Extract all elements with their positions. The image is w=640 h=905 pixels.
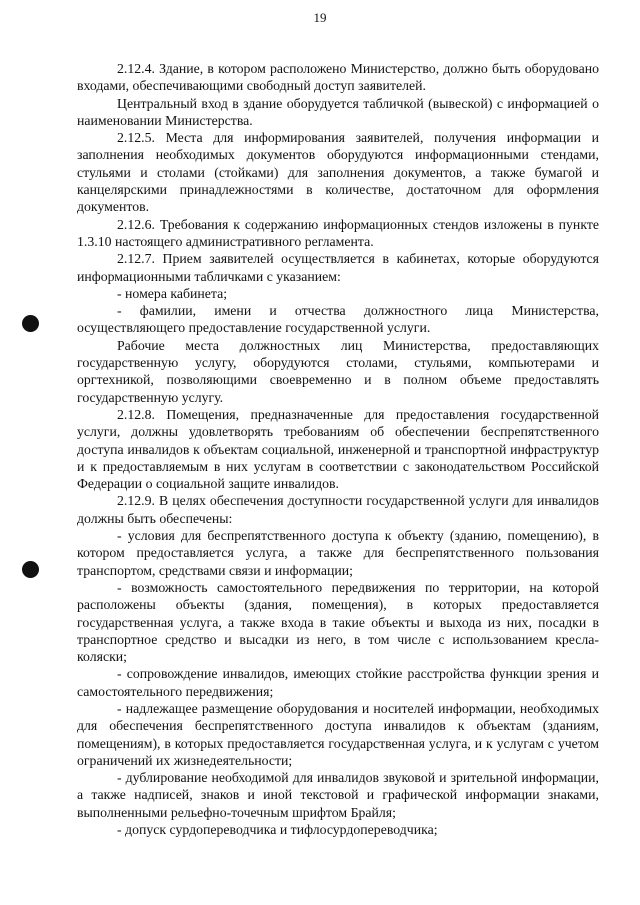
punch-hole-mark (22, 315, 39, 332)
list-item-equipment-placement: - надлежащее размещение оборудования и носителей информации, необходимых для обеспечения беспрепятственного доступа инвалидов к объектам (зданиям, помещениям), в которых предоставляется государственная услуга, и к услугам с учетом ограничений их жизнедеятельности; (77, 700, 599, 768)
paragraph-2-12-6: 2.12.6. Требования к содержанию информационных стендов изложены в пункте 1.3.10 настоящего административного регламента. (77, 216, 599, 249)
paragraph-2-12-7: 2.12.7. Прием заявителей осуществляется в кабинетах, которые оборудуются информационными табличками с указанием: (77, 251, 599, 284)
list-item-access-conditions: - условия для беспрепятственного доступа к объекту (зданию, помещению), в котором предоставляется услуга, а также для беспрепятственного пользования транспортом, средствами связи и информации; (77, 528, 599, 578)
list-item-independent-movement: - возможность самостоятельного передвижения по территории, на которой расположены объекты (здания, помещения), в которых предоставляется государственная услуга, а также входа в такие объекты и выхода из них, посадки в транспортное средство и высадки из него, в том числе с использованием кресла-коляски; (77, 579, 599, 665)
document-body (77, 60, 599, 838)
paragraph-2-12-8: 2.12.8. Помещения, предназначенные для предоставления государственной услуги, должны удовлетворять требованиям об обеспечении беспрепятственного доступа инвалидов к объектам социальной, инженерной и транспортной инфраструктур и к предоставляемым в них услугам в соответствии с законодательством Российской Федерации о социальной защите инвалидов. (77, 406, 599, 492)
page-number: 19 (313, 10, 327, 25)
list-item-interpreter-access: - допуск сурдопереводчика и тифлосурдопереводчика; (117, 822, 438, 838)
list-item-duplication-braille: - дублирование необходимой для инвалидов звуковой и зрительной информации, а также надписей, знаков и иной текстовой и графической информации знаками, выполненными рельефно-точечным шрифтом Брайля; (77, 770, 599, 820)
list-item-official-name: - фамилии, имени и отчества должностного лица Министерства, осуществляющего предоставление государственной услуги. (77, 303, 599, 336)
punch-hole-mark (22, 561, 39, 578)
paragraph-2-12-9: 2.12.9. В целях обеспечения доступности государственной услуги для инвалидов должны быть обеспечены: (77, 493, 599, 526)
list-item-escort: - сопровождение инвалидов, имеющих стойкие расстройства функции зрения и самостоятельного передвижения; (77, 666, 599, 699)
paragraph-workplaces: Рабочие места должностных лиц Министерства, предоставляющих государственную услугу, оборудуются столами, стульями, компьютерами и оргтехникой, позволяющими своевременно и в полном объеме предоставлять государственную услугу. (77, 337, 599, 405)
paragraph-2-12-4: 2.12.4. Здание, в котором расположено Министерство, должно быть оборудовано входами, обеспечивающими свободный доступ заявителей. (77, 61, 599, 94)
list-item-room-number: - номера кабинета; (117, 285, 228, 301)
paragraph-2-12-5: 2.12.5. Места для информирования заявителей, получения информации и заполнения необходимых документов оборудуются информационными стендами, стульями и столами (стойками) для заполнения документов, а также бумагой и канцелярскими принадлежностями в количестве, достаточном для оформления документов. (77, 130, 599, 215)
paragraph-central-entrance: Центральный вход в здание оборудуется табличкой (вывеской) с информацией о наименовании Министерства. (77, 95, 599, 128)
